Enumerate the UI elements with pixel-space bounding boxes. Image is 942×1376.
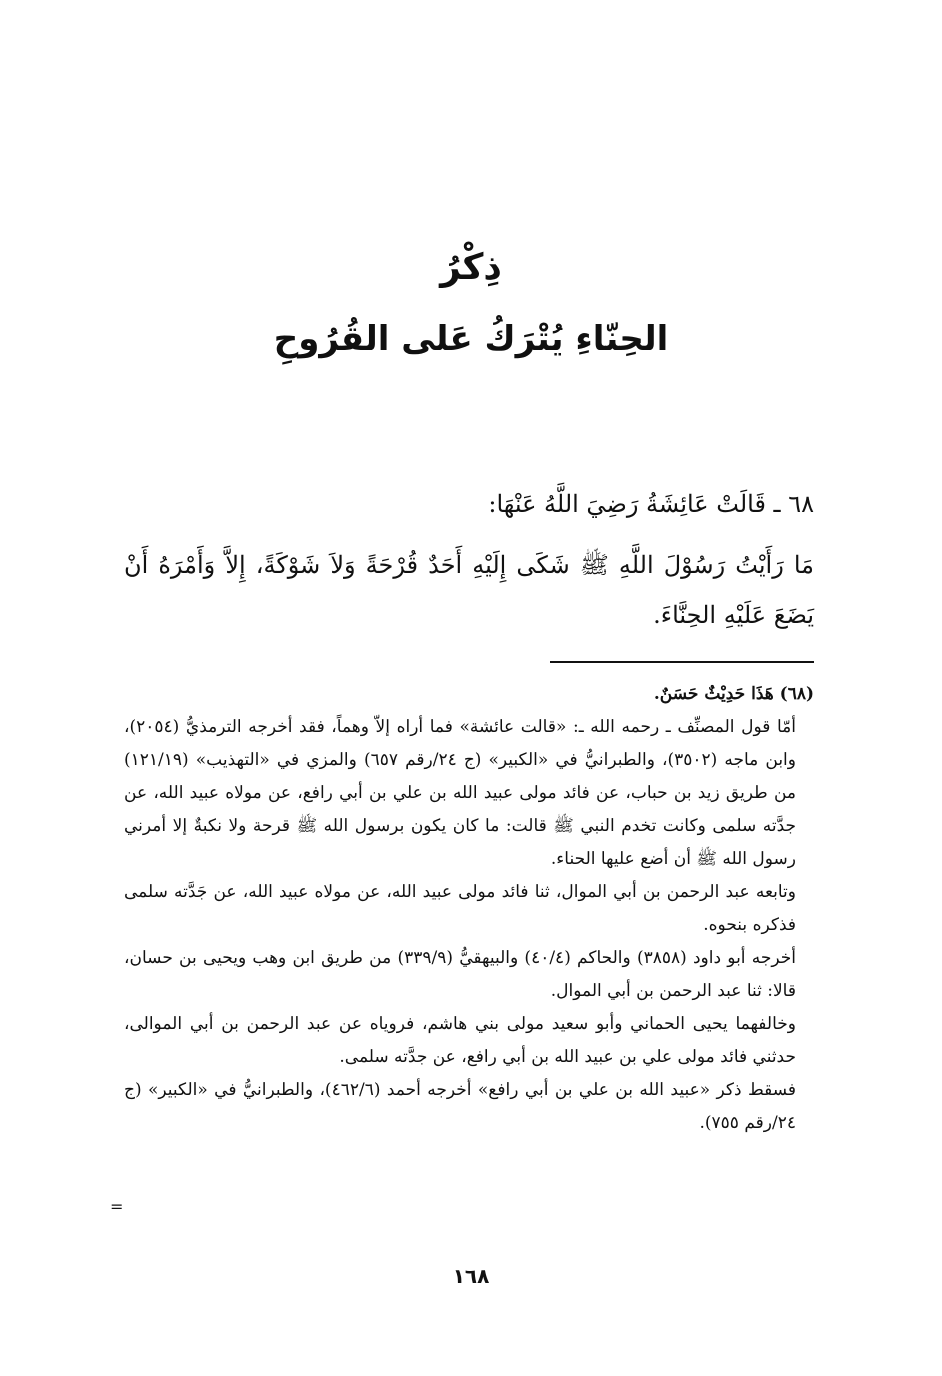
chapter-title-dhikr: ذِكْرُ	[440, 247, 502, 288]
footnote-paragraph: فسقط ذكر «عبيد الله بن علي بن أبي رافع» أخرجه أحمد (٤٦٢/٦)، والطبرانيُّ في «الكبير» (ج ٢٤/رقم ٧٥٥).	[124, 1080, 797, 1133]
page-number: ١٦٨	[452, 1264, 490, 1288]
chapter-title-subject: الحِنّاءِ يُتْرَكُ عَلى القُرُوحِ	[273, 319, 669, 359]
hadith-heading: ٦٨ ـ قَالَتْ عَائِشَةُ رَضِيَ اللَّهُ عَنْهَا:	[488, 490, 814, 518]
continuation-mark: =	[110, 1197, 124, 1216]
footnote-grading: (٦٨) هَذَا حَدِيْثٌ حَسَنٌ.	[653, 684, 814, 704]
hadith-text: مَا رَأَيْتُ رَسُوْلَ اللَّهِ ﷺ شَكَى إِلَيْهِ أَحَدٌ قُرْحَةً وَلاَ شَوْكَةً، إِلاَّ وَأَمْرَهُ أَنْ يَضَعَ عَلَيْهِ الحِنَّاءَ.	[124, 551, 814, 629]
footnote-paragraph: وتابعه عبد الرحمن بن أبي الموال، ثنا فائد مولى عبيد الله، عن مولاه عبيد الله، عن جَدَّته سلمى فذكره بنحوه.	[124, 882, 796, 935]
footnote-paragraph: أمّا قول المصنِّف ـ رحمه الله ـ: «قالت عائشة» فما أراه إلاّ وهماً، فقد أخرجه الترمذيُّ (٢٠٥٤)، وابن ماجه (٣٥٠٢)، والطبرانيُّ في «الكبير» (ج ٢٤/رقم ٦٥٧) والمزي في «التهذيب» (١٢١/١٩) من طريق زيد بن حباب، عن فائد مولى عبيد الله بن علي بن أبي رافع، عن مولاه عبيد الله، عن جدَّته سلمى وكانت تخدم النبي ﷺ قالت: ما كان يكون برسول الله ﷺ قرحة ولا نكبةٌ إلا أمرني رسول الله ﷺ أن أضع عليها الحناء.	[124, 717, 796, 869]
footnotes	[124, 678, 814, 1140]
footnote-divider	[550, 661, 814, 663]
footnote-paragraph: وخالفهما يحيى الحماني وأبو سعيد مولى بني هاشم، فروياه عن عبد الرحمن بن أبي الموالى، حدثني فائد مولى علي بن عبيد الله بن أبي رافع، عن جدَّته سلمى.	[124, 1014, 796, 1067]
footnote-paragraph: أخرجه أبو داود (٣٨٥٨) والحاكم (٤٠/٤) والبيهقيُّ (٣٣٩/٩) من طريق ابن وهب ويحيى بن حسان، قالا: ثنا عبد الرحمن بن أبي الموال.	[124, 948, 796, 1001]
